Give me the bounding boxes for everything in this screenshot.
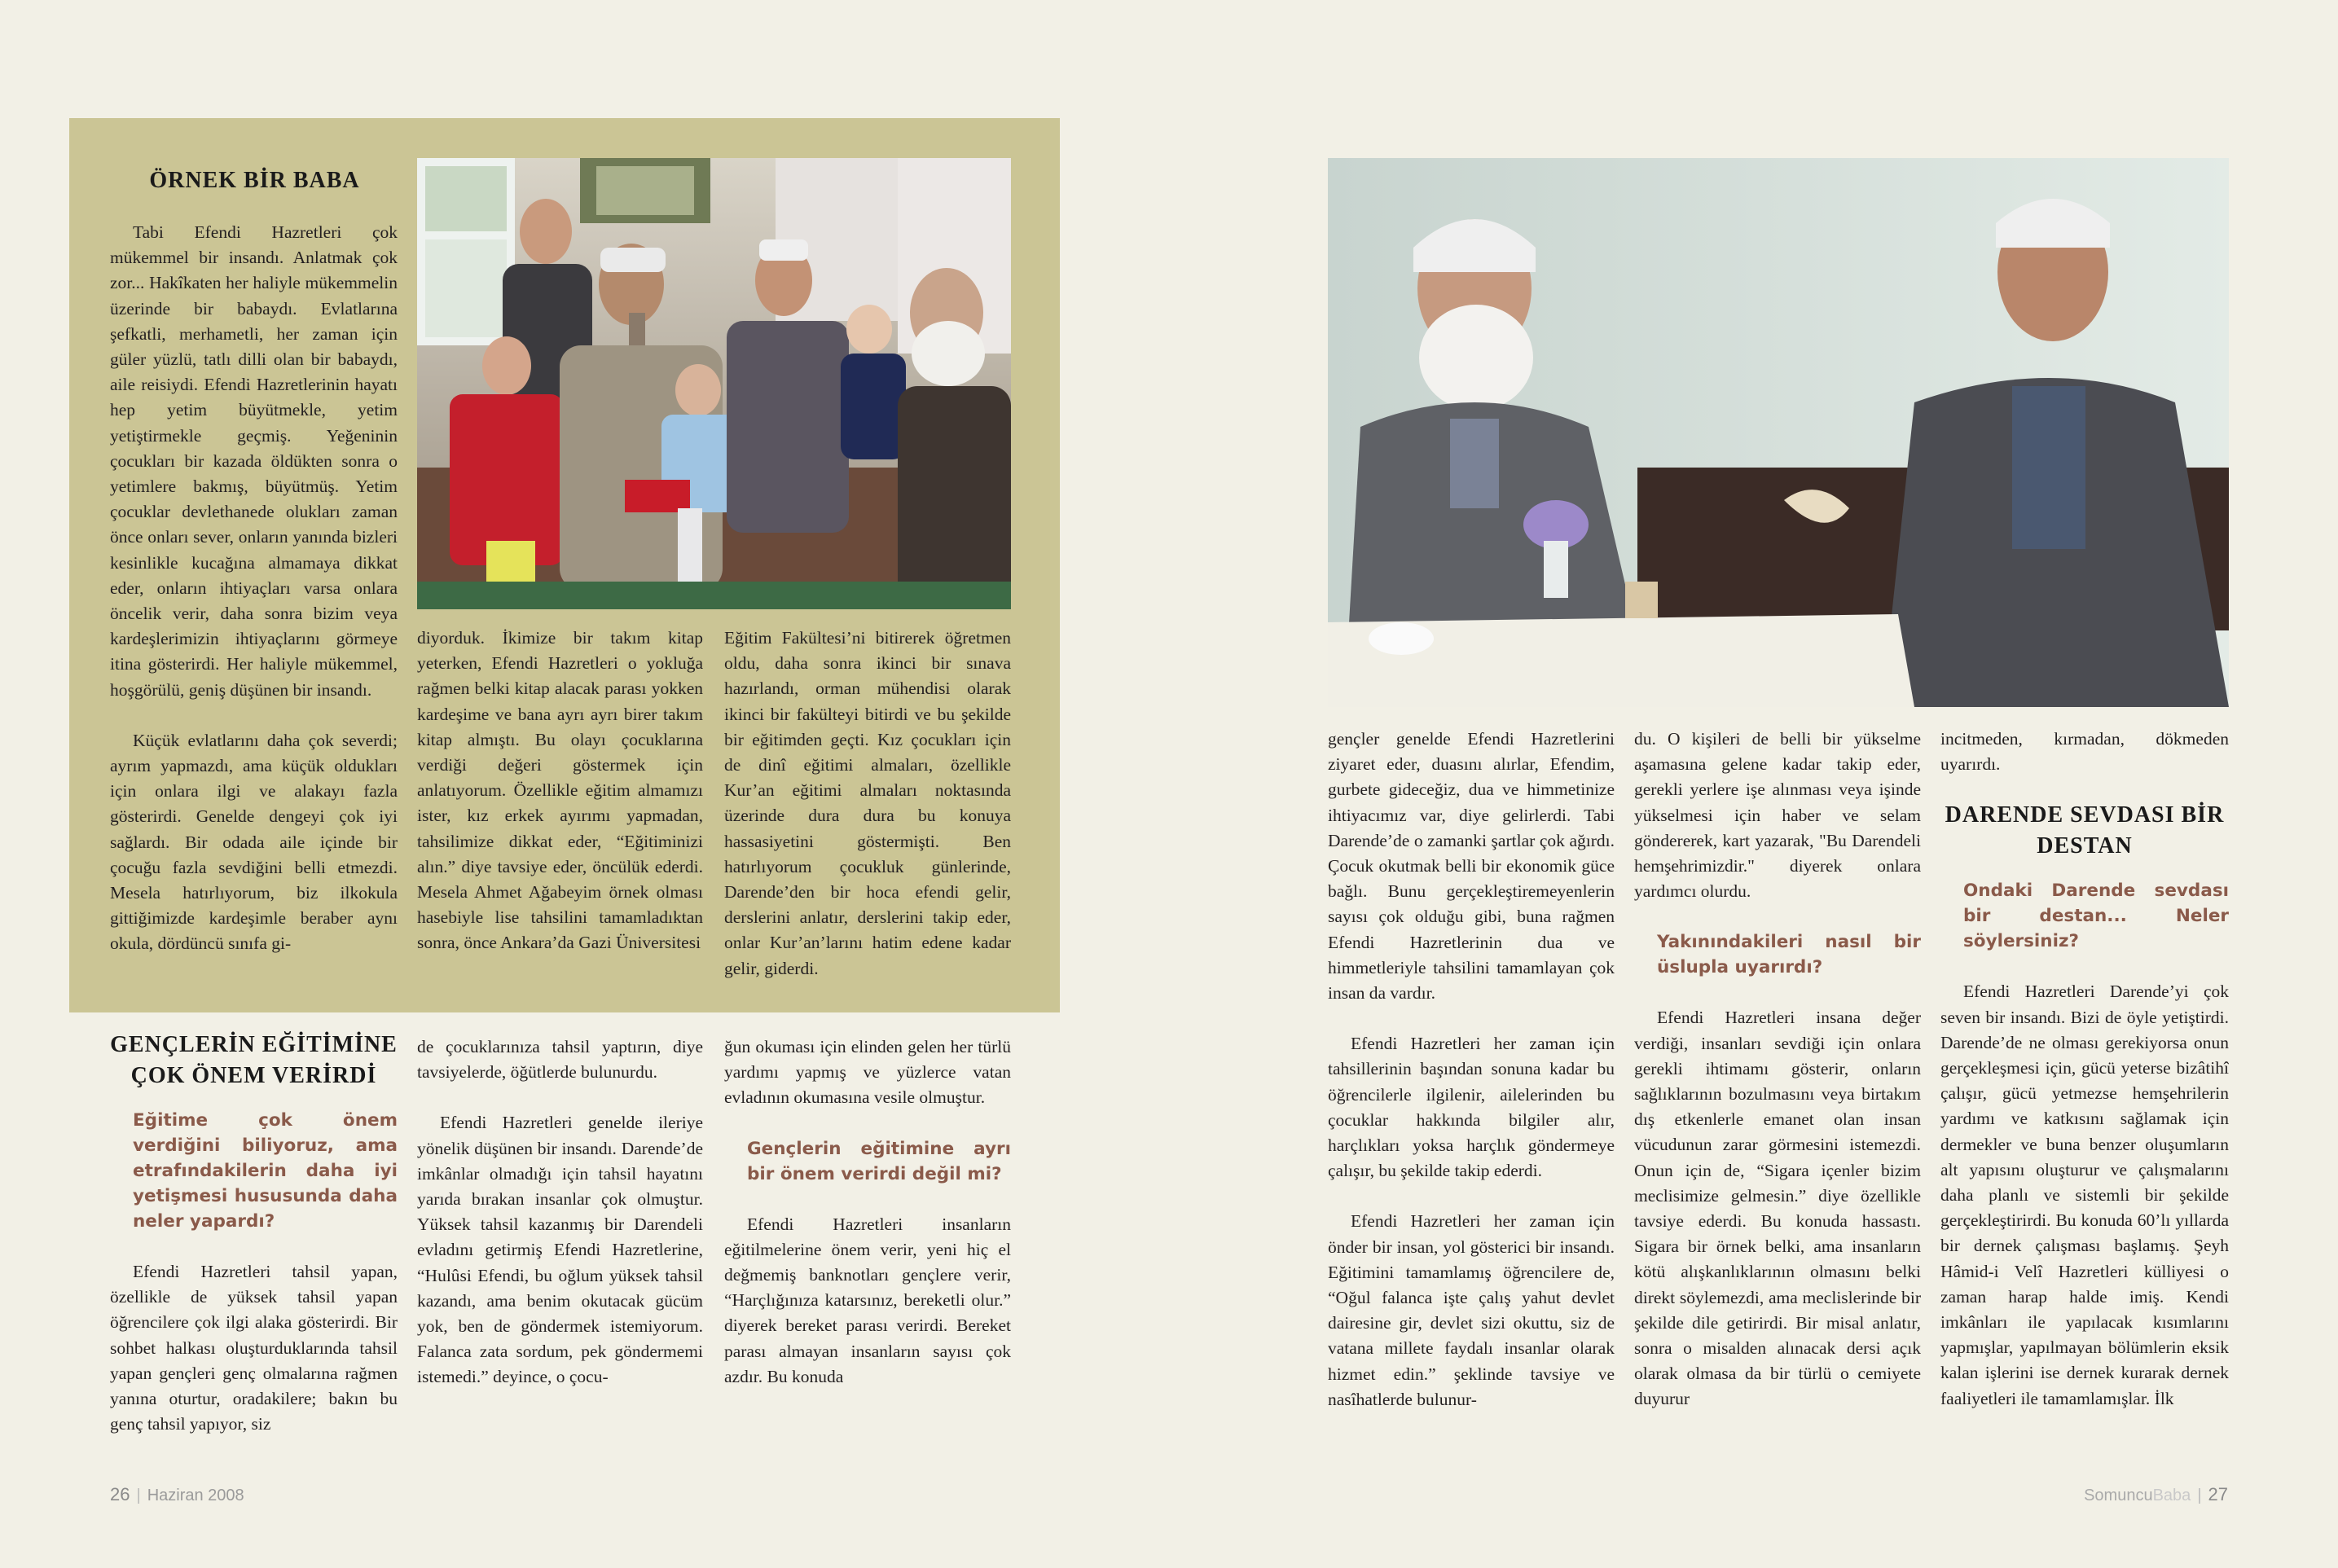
right-col1-para-3: Efendi Hazretleri her zaman için önder bir insan, yol gösterici bir insandı. Eğitimini tamamlamış öğrencilere de, “Oğul falanca işte çalış yahut devlet dairesine gir, devlet sizi okuttu, siz de vatana millete faydalı insanlar olarak hizmet edin.” şeklinde tavsiye ve nasîhatlerde bulunur- [1328,1211,1615,1409]
section-column-2 [417,1034,703,1425]
box-col3-para: Eğitim Fakültesi’ni bitirerek öğretmen oldu, daha sonra ikinci bir sınava hazırlandı, orman mühendisi olarak ikinci bir fakülteyi bitirdi ve bu şekilde bir eğitimden geçti. Kız çocukları için de dinî eğitimi almaları, özellikle Kur’an eğitimi almaları noktasında üzerinde dura dura bu konuya hassasiyetini göstermişti. Ben hatırlıyorum çocukluk günlerinde, Darende’den bir hoca efendi gelir, derslerini anlatır, derslerini takip eder, onlar Kur’an’larını hatim edene kadar gelir, giderdi. [724,628,1011,978]
portrait-photo [1328,158,2229,707]
section-col2-para-1: de çocuklarınıza tahsil yaptırın, diye tavsiyelerde, öğütlerde bulunurdu. [417,1037,703,1083]
brand-baba: Baba [2152,1487,2191,1504]
right-page [1169,0,2338,1568]
box-col1-para-1: Tabi Efendi Hazretleri çok mükemmel bir insandı. Anlatmak çok zor... Hakîkaten her haliyle mükemmelin üzerinde bir babaydı. Evlatlarına şefkatli, merhametli, her zaman için güler yüzlü, tatlı dilli olan bir babaydı, aile reisiydi. Efendi Hazretlerinin hayatı hep yetim büyütmekle, yetim yetiştirmekle geçmiş. Yeğeninin çocukları bir kazada öldükten sonra o yetimlere bakmış, büyütmüş. Yetim çocuklar devlethanede olukları zaman önce onları sever, onların yanında bizleri kesinlikle kucağına almamaya dikkat eder, onların ihtiyaçları varsa onlara öncelik verir, daha sonra bizim veya kardeşlerimizin ihtiyaçlarını görmeye itina gösterirdi. Her haliyle mükemmel, hoşgörülü, geniş düşünen bir insandı. [110,222,398,700]
question-1: Eğitime çok önem verdiğini biliyoruz, ama etrafındakilerin daha iyi yetişmesi hususunda daha neler yapardı? [133,1110,398,1232]
family-photo [417,158,1011,609]
box-heading: ÖRNEK BİR BABA [149,168,360,193]
box-column-2 [417,626,703,992]
right-col3-para-2: Efendi Hazretleri Darende’yi çok seven bir insandı. Bizi de öyle yetiştirdi. Darende’de ne olması gerekiyorsa onun gerçekleşmesi için, gücü yeterse bizâtihî çalışır, gücü yetmezse hemşehrilerin yardımı ve katkısını sağlamak için dermekler ve buna benzer oluşumların alt yapısını oluşturur ve çalışmalarını daha planlı ve sistemli bir şekilde gerçekleştirirdi. Bu konuda 60’lı yıllarda bir dernek çalışması başlamış. Şeyh Hâmid-i Velî Hazretleri külliyesi o zaman harap halde imiş. Kendi imkânları ile yapılacak kısımlarını yapmışlar, yapılmayan bölümlerin eksik kalan işlerini ise dernek kurarak dernek faaliyetleri ile tamamlamışlar. İlk [1940,982,2229,1408]
section-col2-para-2: Efendi Hazretleri genelde ileriye yönelik düşünen bir insandı. Darende’de imkânlar olmadığı için tahsil hayatını yarıda bırakan insanlar çok olmuştur. Yüksek tahsil kazanmış bir Darendeli evladını getirmiş Efendi Hazretlerine, “Hulûsi Efendi, bu oğlum yüksek tahsil kazandı, ama benim okutacak gücüm yok, ben de göndermek istemiyorum. Falanca zata sordum, pek göndermemi istemedi.” deyince, o çocu- [417,1113,703,1387]
section-column-3 [724,1034,1011,1425]
box-column-3 [724,626,1011,992]
right-col1-para-1: gençler genelde Efendi Hazretlerini ziyaret eder, duasını alırlar, Efendim, gurbete gideceğiz, dua ve himmetinize ihtiyacımız var, diye gelirlerdi. Tabi Darende’de o zamanki şartlar çok ağırdı. Çocuk okutmak belli bir ekonomik güce bağlı. Bunu gerçekleştiremeyenlerin sayısı çok olduğu gibi, buna rağmen Efendi Hazretlerinin dua ve himmetleriyle tahsilini tamamlayan çok insan da vardır. [1328,729,1615,1004]
page-number-right: 27 [2208,1484,2228,1504]
section-col1-para: Efendi Hazretleri tahsil yapan, özellikle de yüksek tahsil yapan öğrencilere çok ilgi alaka gösterirdi. Bir sohbet halkası oluşturduklarında tahsil yapan gençleri genç olmalarına rağmen yanına oturtur, oradakilere; bakın bu genç tahsil yapıyor, siz [110,1262,398,1434]
section-heading-2: DARENDE SEVDASI BİR DESTAN [1945,802,2225,859]
right-column-3 [1940,727,2229,1427]
box-col1-para-2: Küçük evlatlarını daha çok severdi; ayrım yapmazdı, ama küçük oldukları için onlara ilgi ve alakayı fazla gösterirdi. Genelde dengeyi çok iyi sağlardı. Bir odada aile içinde bir çocuğu fazla sevdiğini belli etmezdi. Mesela hatırlıyorum, biz ilkokula gittiğimizde kardeşimle beraber aynı okula, dördüncü sınıfa gi- [110,730,398,954]
page-number-left: 26 [110,1484,130,1504]
right-column-2 [1634,727,1921,1427]
box-column-1 [110,220,398,986]
right-col2-para-2: Efendi Hazretleri insana değer verdiği, insanları sevdiği için onlara gerekli ihtimamı gösterir, onların sağlıklarının bozulmasını veya birtakım dış etkenlerle emanet olan insan vücudunun zarar görmesini istemezdi. Onun için de, “Sigara içenler bizim meclisimize gelmesin.” diye özellikle tavsiye ederdi. Bu konuda hassastı. Sigara bir örnek belki, ama insanların kötü alışkanlıklarının olmasını belki direkt söylemezdi, ama meclislerinde bir şekilde dile getirirdi. Bir misal anlatır, sonra o misalden alınacak dersi açık olarak olmasa da bir türlü o cemiyete duyurur [1634,1008,1921,1409]
folio-right: SomuncuBaba | 27 [2084,1484,2228,1504]
issue-date: Haziran 2008 [147,1487,244,1504]
brand-somuncu: Somuncu [2084,1487,2153,1504]
right-col3-para-1: incitmeden, kırmadan, dökmeden uyarırdı. [1940,729,2229,775]
folio-left: 26 | Haziran 2008 [110,1484,244,1504]
section-heading: GENÇLERİN EĞİTİMİNE ÇOK ÖNEM VERİRDİ [110,1032,398,1088]
section-col3-para-2: Efendi Hazretleri insanların eğitilmelerine önem verir, yeni hiç el değmemiş banknotları gençlere verir, “Harçlığınıza katarsınız, bereketli olur.” diyerek bereket parası verirdi. Bereket parası almayan insanların sayısı çok azdır. Bu konuda [724,1214,1011,1386]
section-col3-para-1: ğun okuması için elinden gelen her türlü yardımı yapmış ve yüzlerce vatan evladının okumasına vesile olmuştur. [724,1037,1011,1108]
right-col2-para-1: du. O kişileri de belli bir yükselme aşamasına gelene kadar takip eder, gerekli yerlere işe alınması veya işinde yükselmesi için haber ve selam göndererek, kart yazarak, "Bu Darendeli hemşehrimizdir." diyerek onlara yardımcı olurdu. [1634,729,1921,902]
question-2: Gençlerin eğitimine ayrı bir önem verirdi değil mi? [747,1138,1011,1184]
right-column-1 [1328,727,1615,1427]
box-col2-para: diyorduk. İkimize bir takım kitap yeterken, Efendi Hazretleri o yokluğa rağmen belki kitap alacak parası yokken kardeşime ve bana ayrı ayrı birer takım kitap almıştı. Bu olayı çocuklarına verdiği değeri göstermek için anlatıyorum. Özellikle eğitim almamızı ister, kız erkek ayırımı yapmadan, tahsilimize dikkat eder, “Eğitiminizi alın.” diye tavsiye eder, öncülük ederdi. Mesela Ahmet Ağabeyim örnek olması hasebiyle lise tahsilini tamamladıktan sonra, önce Ankara’da Gazi Üniversitesi [417,628,703,953]
question-4: Ondaki Darende sevdası bir destan... Neler söylersiniz? [1963,881,2229,952]
section-column-1 [110,1108,398,1434]
right-col1-para-2: Efendi Hazretleri her zaman için tahsillerinin başından sonuna kadar bu öğrencilerle ilgilenir, ailelerinden bu çocuklar hakkında bilgiler alır, harçlıkları yoksa harçlık göndermeye çalışır, bu şekilde takip ederdi. [1328,1034,1615,1181]
question-3: Yakınındakileri nasıl bir üslupla uyarırdı? [1657,932,1921,978]
